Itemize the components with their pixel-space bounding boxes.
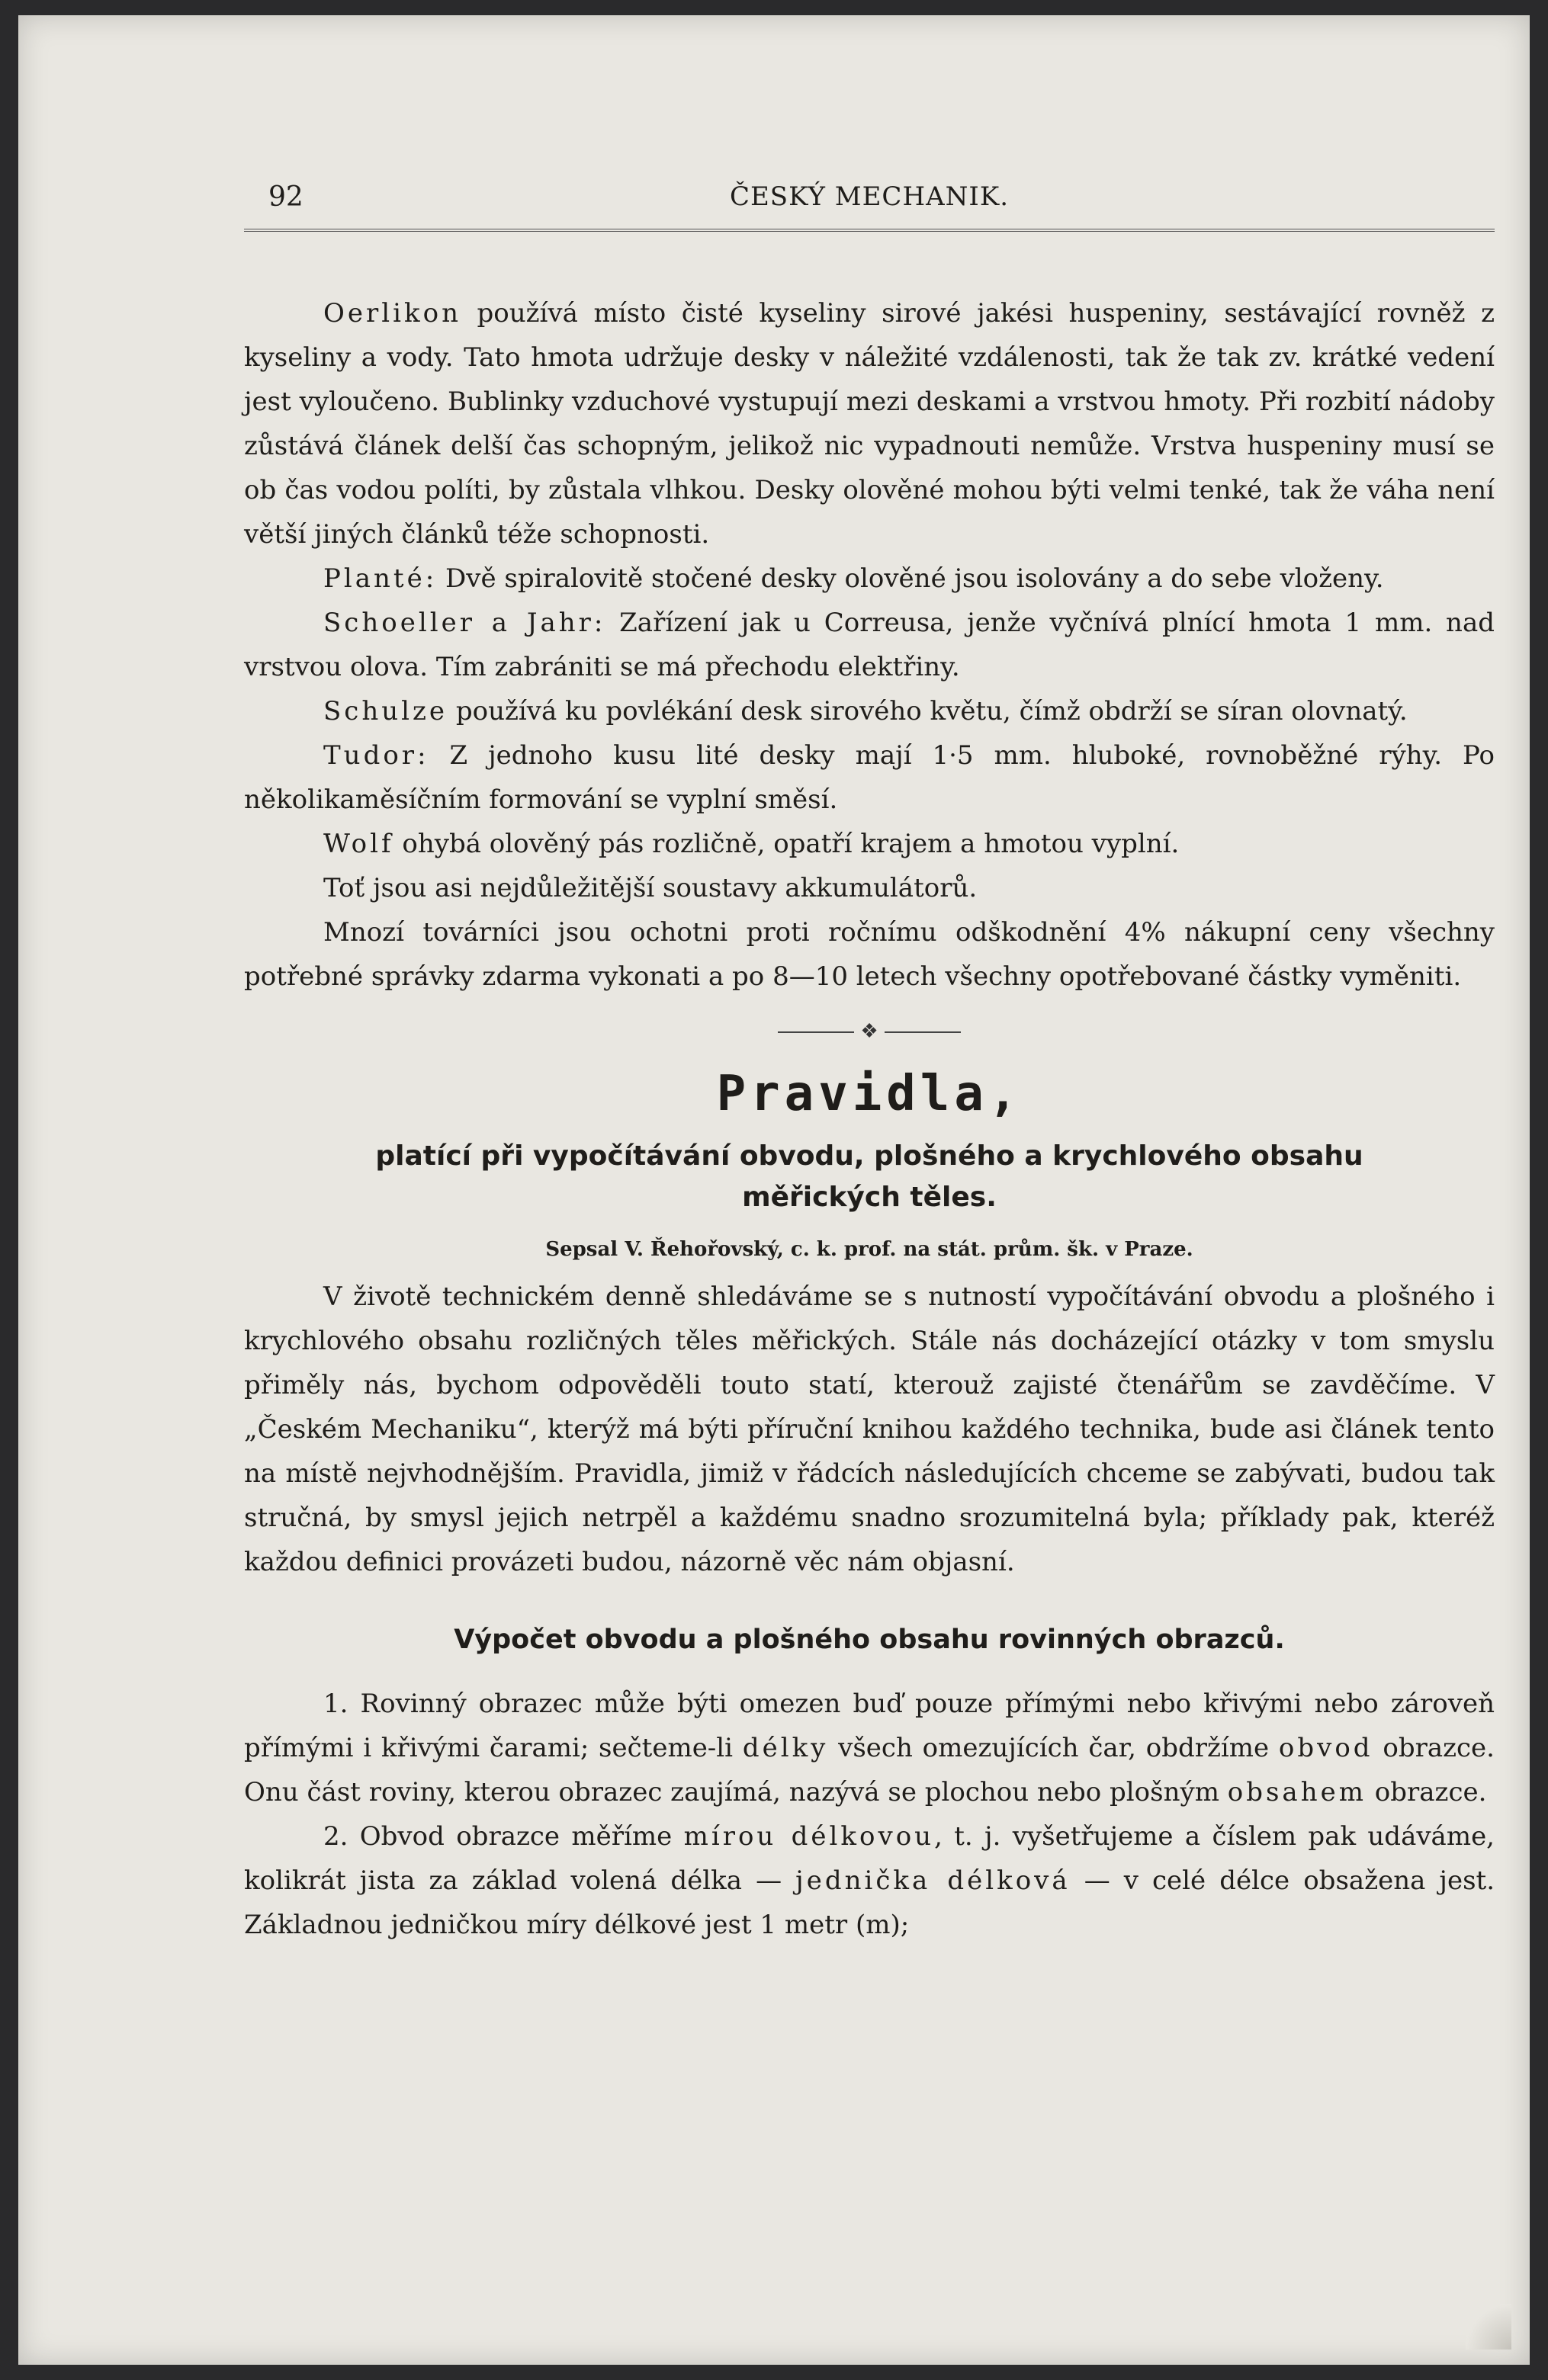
name-plante: Planté:: [323, 563, 438, 594]
running-title: ČESKÝ MECHANIK.: [729, 181, 1010, 212]
name-schulze: Schulze: [323, 696, 448, 727]
name-wolf: Wolf: [323, 829, 394, 859]
text-schoeller: Zařízení jak u Correusa, jenže vyčnívá plnící hmota 1 mm. nad vrstvou olova. Tím zabrániti se má přechodu elektřiny.: [244, 608, 1495, 682]
article-title: Pravidla,: [716, 1066, 1023, 1122]
rule-2-term-jednicka: jednička délková: [795, 1865, 1071, 1896]
article-byline: Sepsal V. Řehořovský, c. k. prof. na stát. prům. šk. v Praze.: [545, 1238, 1193, 1261]
text-oerlikon: používá místo čisté kyseliny sirové jakési huspeniny, sestávající rovněž z kyseliny a vody. Tato hmota udržuje desky v náležité vzdálenosti, tak že tak zv. krátké vedení jest vyloučeno. Bublinky vzduchové vystupují mezi deskami a vrstvou hmoty. Při rozbití nádoby zůstává článek delší čas schopným, jelikož nic vypadnouti nemůže. Vrstva huspeniny musí se ob čas vodou políti, by zůstala vlhkou. Desky olověné mohou býti velmi tenké, tak že váha není větší jiných článků téže schopnosti.: [244, 298, 1495, 550]
rule-2-text-c: — v celé délce obsažena jest. Základnou jedničkou míry délkové jest 1 metr (m);: [244, 1865, 1495, 1940]
divider-line-left: [778, 1031, 854, 1033]
rule-1-term-obsahem: obsahem: [1227, 1777, 1367, 1807]
paragraph-summary: Toť jsou asi nejdůležitější soustavy akkumulátorů.: [323, 873, 978, 903]
rule-1-term-obvod: obvod: [1278, 1733, 1373, 1763]
page-content: [244, 175, 1495, 1947]
text-plante: Dvě spiralovitě stočené desky olověné jsou isolovány a do sebe vloženy.: [437, 563, 1384, 594]
section-heading: Výpočet obvodu a plošného obsahu rovinných obrazců.: [454, 1625, 1285, 1655]
article-subtitle: platící při vypočítávání obvodu, plošného a krychlového obsahu měřických těles.: [375, 1140, 1363, 1213]
accumulator-section: [244, 291, 1495, 999]
page-corner: [1466, 2304, 1511, 2350]
paragraph-tudor: [244, 733, 1495, 822]
page-header: [244, 175, 1495, 232]
divider-line-right: [885, 1031, 961, 1033]
text-schulze: používá ku povlékání desk sirového květu, čímž obdrží se síran olovnatý.: [448, 696, 1408, 727]
divider-ornament-icon: ❖: [860, 1020, 878, 1043]
section-divider: [244, 1020, 1495, 1043]
rule-2-term-mirou: mírou délkovou: [683, 1821, 935, 1852]
paragraph-oerlikon: [244, 291, 1495, 557]
rule-item-1: [244, 1682, 1495, 1814]
article-body: [244, 1275, 1495, 1947]
rule-item-2: [244, 1814, 1495, 1947]
article-intro: V životě technickém denně shledáváme se s nutností vypočítávání obvodu a plošného i krychlového obsahu rozličných těles měřických. Stále nás docházející otázky v tom smyslu přiměly nás, bychom odpověděli touto statí, kterouž zajisté čtenářům se zavděčíme. V „Českém Mechaniku“, kterýž má býti příruční knihou každého technika, bude asi článek tento na místě nejvhodnějším. Pravidla, jimiž v řádcích následujících chceme se zabývati, budou tak stručná, by smysl jejich netrpěl a každému snadno srozumitelná byla; příklady pak, kteréž každou definici provázeti budou, názorně věc nám objasní.: [244, 1281, 1495, 1577]
name-tudor: Tudor:: [323, 740, 429, 771]
text-tudor: Z jednoho kusu lité desky mají 1·5 mm. hluboké, rovnoběžné rýhy. Po několikaměsíčním formování se vyplní směsí.: [244, 740, 1495, 815]
rule-1-text-a: 1. Rovinný obrazec může býti omezen buď pouze přímými nebo křivými nebo zároveň přímými i křivými čarami; sečteme-li: [244, 1689, 1495, 1763]
name-oerlikon: Oerlikon: [323, 298, 461, 329]
text-wolf: ohybá olověný pás rozličně, opatří krajem a hmotou vyplní.: [393, 829, 1180, 859]
rule-1-text-b: všech omezujících čar, obdržíme: [828, 1733, 1279, 1763]
rule-2-text-b: , t. j. vyšetřujeme a číslem pak udáváme, kolikrát jista za základ volená délka —: [244, 1821, 1495, 1896]
book-page: [18, 15, 1530, 2365]
rule-1-text-d: obrazce.: [1366, 1777, 1487, 1807]
paragraph-schulze: [244, 689, 1495, 733]
rule-2-text-a: 2. Obvod obrazce měříme: [323, 1821, 684, 1852]
paragraph-wolf: [244, 822, 1495, 866]
paragraph-manufacturers: Mnozí továrníci jsou ochotni proti ročnímu odškodnění 4% nákupní ceny všechny potřebné správky zdarma vykonati a po 8—10 letech všechny opotřebované částky vyměniti.: [244, 917, 1495, 992]
name-schoeller: Schoeller a Jahr:: [323, 608, 606, 638]
paragraph-plante: [244, 557, 1495, 601]
rule-1-term-delky: délky: [742, 1733, 829, 1763]
paragraph-schoeller: [244, 601, 1495, 689]
page-number: 92: [268, 181, 303, 213]
rule-1-text-c: obrazce. Onu část roviny, kterou obrazec zaujímá, nazývá se plochou nebo plošným: [244, 1733, 1495, 1807]
